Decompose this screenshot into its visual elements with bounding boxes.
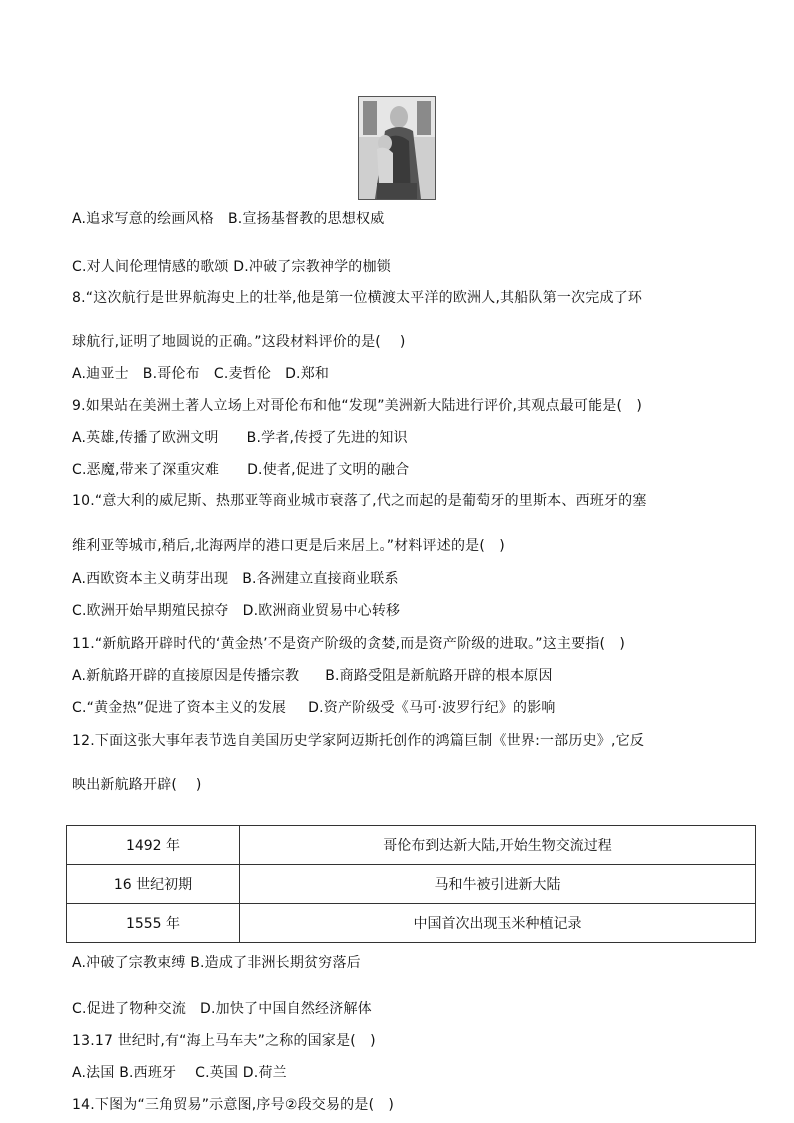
q13-stem: 13.17 世纪时,有“海上马车夫”之称的国家是( ) bbox=[72, 1033, 376, 1049]
q8-options bbox=[72, 364, 752, 384]
q12-option-d[interactable]: D.加快了中国自然经济解体 bbox=[200, 1001, 372, 1017]
q12-stem-line1: 12.下面这张大事年表节选自美国历史学家阿迈斯托创作的鸿篇巨制《世界:一部历史》,它反 bbox=[72, 733, 645, 749]
q9-option-c[interactable]: C.恶魔,带来了深重灾难 bbox=[72, 462, 220, 478]
q10-option-d[interactable]: D.欧洲商业贸易中心转移 bbox=[242, 603, 401, 619]
q8-option-a[interactable]: A.迪亚士 bbox=[72, 366, 129, 382]
q12-option-c[interactable]: C.促进了物种交流 bbox=[72, 1001, 187, 1017]
q10-options-row1 bbox=[72, 569, 752, 589]
q10-stem-line1: 10.“意大利的威尼斯、热那亚等商业城市衰落了,代之而起的是葡萄牙的里斯本、西班牙的塞 bbox=[72, 493, 647, 509]
q14-stem: 14.下图为“三角贸易”示意图,序号②段交易的是( ) bbox=[72, 1097, 395, 1113]
table-row bbox=[67, 904, 756, 943]
table-cell-event: 哥伦布到达新大陆,开始生物交流过程 bbox=[240, 826, 756, 865]
q13-options[interactable]: A.法国 B.西班牙 C.英国 D.荷兰 bbox=[72, 1065, 287, 1081]
q8-stem-line2: 球航行,证明了地圆说的正确。”这段材料评价的是( ) bbox=[72, 334, 406, 350]
table-cell-year: 1492 年 bbox=[67, 826, 240, 865]
q7-options-row2[interactable]: C.对人间伦理情感的歌颂 D.冲破了宗教神学的枷锁 bbox=[72, 259, 391, 275]
q8-option-d[interactable]: D.郑和 bbox=[285, 366, 330, 382]
q9-options-row1 bbox=[72, 428, 752, 448]
q7-options-row1 bbox=[72, 209, 752, 229]
q11-stem: 11.“新航路开辟时代的‘黄金热’不是资产阶级的贪婪,而是资产阶级的进取。”这主要指( ) bbox=[72, 636, 626, 652]
q11-option-d[interactable]: D.资产阶级受《马可·波罗行纪》的影响 bbox=[308, 700, 556, 716]
q8-option-c[interactable]: C.麦哲伦 bbox=[213, 366, 272, 382]
q8-option-b[interactable]: B.哥伦布 bbox=[142, 366, 200, 382]
q10-option-a[interactable]: A.西欧资本主义萌芽出现 bbox=[72, 571, 229, 587]
q9-option-b[interactable]: B.学者,传授了先进的知识 bbox=[246, 430, 408, 446]
q8-stem-line1: 8.“这次航行是世界航海史上的壮举,他是第一位横渡太平洋的欧洲人,其船队第一次完成了环 bbox=[72, 290, 643, 306]
q10-stem-line2: 维利亚等城市,稍后,北海两岸的港口更是后来居上。”材料评述的是( ) bbox=[72, 538, 505, 554]
q10-option-c[interactable]: C.欧洲开始早期殖民掠夺 bbox=[72, 603, 229, 619]
q7-option-a[interactable]: A.追求写意的绘画风格 bbox=[72, 211, 214, 227]
q11-options-row2 bbox=[72, 698, 752, 718]
q11-option-a[interactable]: A.新航路开辟的直接原因是传播宗教 bbox=[72, 668, 300, 684]
table-row bbox=[67, 826, 756, 865]
q11-option-b[interactable]: B.商路受阻是新航路开辟的根本原因 bbox=[325, 668, 553, 684]
q12-timeline-table bbox=[66, 825, 756, 943]
q10-option-b[interactable]: B.各洲建立直接商业联系 bbox=[242, 571, 399, 587]
q9-options-row2 bbox=[72, 460, 752, 480]
q7-option-b[interactable]: B.宣扬基督教的思想权威 bbox=[227, 211, 385, 227]
q12-stem-line2: 映出新航路开辟( ) bbox=[72, 777, 202, 793]
table-cell-year: 1555 年 bbox=[67, 904, 240, 943]
q10-options-row2 bbox=[72, 601, 752, 621]
q12-options-row2 bbox=[72, 999, 752, 1019]
q11-options-row1 bbox=[72, 666, 752, 686]
q9-option-a[interactable]: A.英雄,传播了欧洲文明 bbox=[72, 430, 219, 446]
table-row bbox=[67, 865, 756, 904]
q9-stem: 9.如果站在美洲土著人立场上对哥伦布和他“发现”美洲新大陆进行评价,其观点最可能是( ) bbox=[72, 398, 643, 414]
table-cell-event: 中国首次出现玉米种植记录 bbox=[240, 904, 756, 943]
q11-option-c[interactable]: C.“黄金热”促进了资本主义的发展 bbox=[72, 700, 287, 716]
table-cell-year: 16 世纪初期 bbox=[67, 865, 240, 904]
table-cell-event: 马和牛被引进新大陆 bbox=[240, 865, 756, 904]
q12-options-row1[interactable]: A.冲破了宗教束缚 B.造成了非洲长期贫穷落后 bbox=[72, 955, 361, 971]
madonna-and-child-icon bbox=[359, 97, 435, 199]
q9-option-d[interactable]: D.使者,促进了文明的融合 bbox=[247, 462, 410, 478]
madonna-painting-image bbox=[358, 96, 436, 200]
